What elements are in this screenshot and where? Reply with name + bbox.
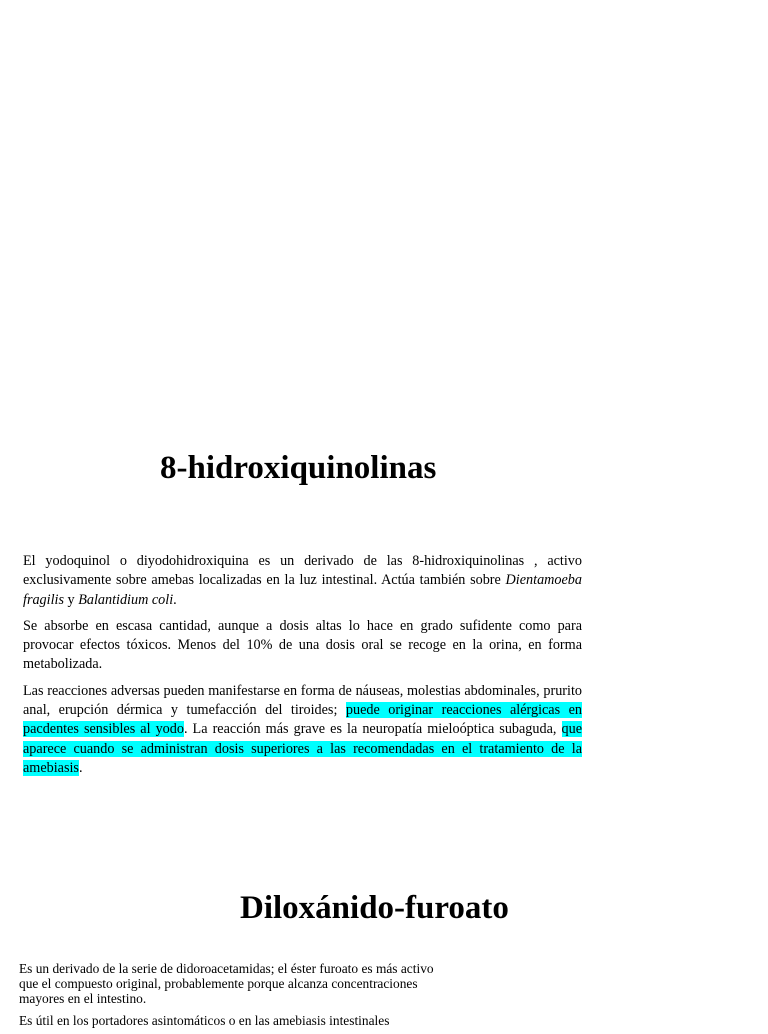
- highlighted-text: puede originar reacciones alérgicas en pacdentes sensibles al yodo: [23, 702, 582, 738]
- paragraph-intro: [23, 552, 582, 610]
- paragraph-description: Es un derivado de la serie de didoroacetamidas; el éster furoato es más activo que el compuesto original, probablemente porque alcanza concentraciones mayores en el intestino.: [19, 961, 434, 1007]
- italic-species-name: Balantidium coli: [78, 591, 174, 608]
- paragraph-adverse-effects: [23, 682, 582, 778]
- text-run: Las reacciones adversas pueden manifestarse en forma de náuseas, molestias abdominales, prurito anal, erupción dérmica y tumefacción del tiroides;: [23, 682, 582, 719]
- text-run: .: [173, 591, 177, 608]
- paragraph-absorption: Se absorbe en escasa cantidad, aunque a dosis altas lo hace en grado sufidente como para provocar efectos tóxicos. Menos del 10% de una dosis oral se recoge en la orina, en forma metabolizada.: [23, 617, 582, 673]
- section-heading-diloxanido: Diloxánido-furoato: [240, 890, 509, 926]
- highlighted-text: que aparece cuando se administran dosis superiores a las recomendadas en el tratamiento de la amebiasis: [23, 721, 582, 776]
- text-run: y: [64, 591, 79, 608]
- section-heading-hidroxiquinolinas: 8-hidroxiquinolinas: [160, 450, 437, 486]
- section-body-diloxanido: [19, 961, 439, 1034]
- section-body-hidroxiquinolinas: [23, 552, 582, 785]
- paragraph-usage: Es útil en los portadores asintomáticos o en las amebiasis intestinales: [19, 1012, 390, 1028]
- text-run: . La reacción más grave es la neuropatía mieloóptica subaguda,: [183, 721, 562, 738]
- text-run: .: [78, 759, 83, 776]
- text-run: El yodoquinol o diyodohidroxiquina es un derivado de las 8-hidroxiquinolinas , activo exclusivamente sobre amebas localizadas en la luz intestinal. Actúa también sobre: [23, 553, 582, 589]
- italic-species-name: Dientamoeba fragilis: [23, 572, 582, 608]
